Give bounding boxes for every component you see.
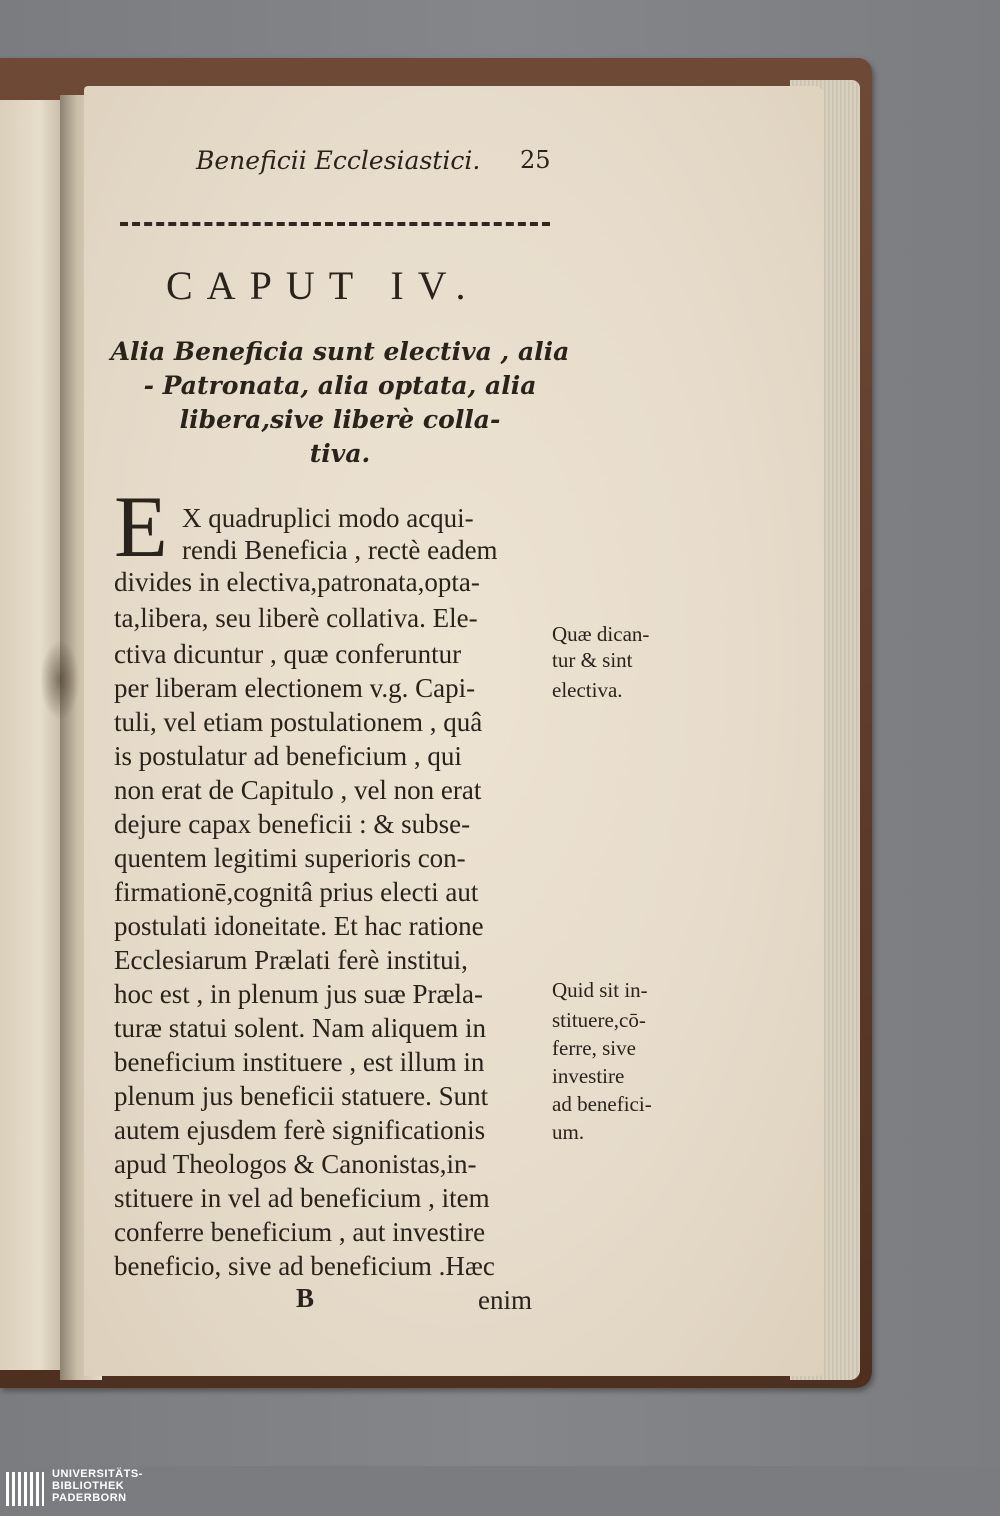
- subtitle-line: libera,sive liberè colla-: [179, 405, 501, 434]
- subtitle-line: tiva.: [309, 439, 371, 468]
- margin-note-line: ad benefici-: [552, 1092, 652, 1116]
- logo-line: PADERBORN: [52, 1492, 127, 1504]
- page-stain: [40, 640, 80, 720]
- body-line: quentem legitimi superioris con-: [114, 843, 466, 873]
- body-line: postulati idoneitate. Et hac ratione: [114, 911, 484, 941]
- library-logo-text: [52, 1468, 143, 1504]
- body-line: non erat de Capitulo , vel non erat: [114, 775, 482, 805]
- body-line: per liberam electionem v.g. Capi-: [114, 673, 476, 703]
- library-logo-icon: [6, 1472, 44, 1506]
- margin-note-line: Quæ dican-: [552, 622, 650, 646]
- subtitle-line: - Patronata, alia optata, alia: [143, 371, 537, 400]
- footer-bar: [0, 1466, 1000, 1516]
- margin-note-line: ferre, sive: [552, 1036, 636, 1060]
- margin-note-line: investire: [552, 1064, 625, 1088]
- running-head: Beneficii Ecclesiastici.: [196, 146, 481, 175]
- chapter-title: CAPUT IV.: [166, 263, 480, 308]
- body-line: conferre beneficium , aut investire: [114, 1217, 486, 1247]
- drop-cap: E: [114, 479, 168, 576]
- body-line: X quadruplici modo acqui-: [182, 503, 474, 533]
- body-line: autem ejusdem ferè significationis: [114, 1115, 486, 1145]
- catchword: enim: [478, 1285, 532, 1315]
- signature-mark: B: [296, 1283, 315, 1313]
- logo-line: BIBLIOTHEK: [52, 1480, 125, 1492]
- margin-note-line: stituere,cō-: [552, 1008, 646, 1032]
- body-line: plenum jus beneficii statuere. Sunt: [114, 1081, 489, 1111]
- body-line: hoc est , in plenum jus suæ Præla-: [114, 979, 483, 1009]
- logo-line: UNIVERSITÄTS-: [52, 1468, 143, 1480]
- body-line: is postulatur ad beneficium , qui: [114, 741, 462, 771]
- page-number: 25: [520, 146, 551, 174]
- body-line: Ecclesiarum Prælati ferè institui,: [114, 945, 468, 975]
- body-line: rendi Beneficia , rectè eadem: [182, 535, 498, 565]
- margin-note-line: electiva.: [552, 678, 623, 702]
- body-line: dejure capax beneficii : & subse-: [114, 809, 471, 839]
- chapter-subtitle: [110, 335, 570, 471]
- margin-note-line: tur & sint: [552, 648, 633, 672]
- body-line: beneficio, sive ad beneficium .Hæc: [114, 1251, 495, 1281]
- body-line: beneficium instituere , est illum in: [114, 1047, 485, 1077]
- margin-note-line: um.: [552, 1120, 585, 1144]
- margin-note-line: Quid sit in-: [552, 978, 648, 1002]
- subtitle-line: Alia Beneficia sunt electiva , alia: [110, 337, 570, 366]
- body-line: divides in electiva,patronata,opta-: [114, 567, 480, 597]
- body-line: stituere in vel ad beneficium , item: [114, 1183, 490, 1213]
- body-line: apud Theologos & Canonistas,in-: [114, 1149, 477, 1179]
- body-line: turæ statui solent. Nam aliquem in: [114, 1013, 486, 1043]
- body-line: ta,libera, seu liberè collativa. Ele-: [114, 603, 478, 633]
- body-line: firmationē,cognitâ prius electi aut: [114, 877, 479, 907]
- body-line: tuli, vel etiam postulationem , quâ: [114, 707, 483, 737]
- header-rule: [120, 222, 550, 226]
- body-line: ctiva dicuntur , quæ conferuntur: [114, 639, 462, 669]
